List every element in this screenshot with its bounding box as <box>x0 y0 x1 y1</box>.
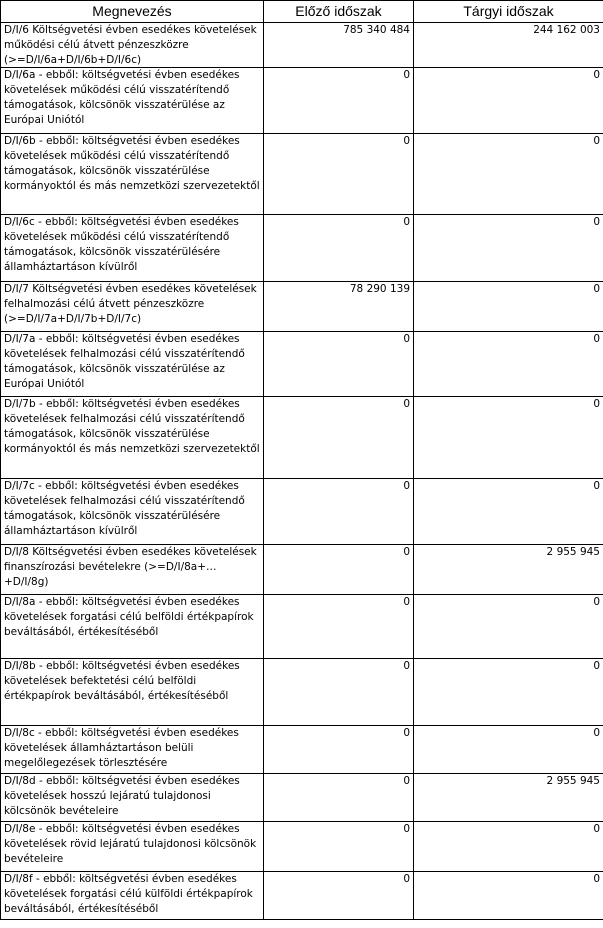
table-row <box>1 726 603 774</box>
row-previous-value: 0 <box>264 134 414 215</box>
table-row <box>1 595 603 659</box>
row-label: D/I/6 Költségvetési évben esedékes követelések működési célú átvett pénzeszközre (>=D/I/6a+D/I/6b+D/I/6c) <box>1 23 264 68</box>
row-current-value: 0 <box>414 215 603 282</box>
row-current-value: 2 955 945 <box>414 545 603 595</box>
row-label: D/I/8 Költségvetési évben esedékes követelések finanszírozási bevételekre (>=D/I/8a+…+D/I/8g) <box>1 545 264 595</box>
table-row <box>1 545 603 595</box>
row-current-value: 0 <box>414 822 603 872</box>
row-label: D/I/7a - ebből: költségvetési évben esedékes követelések felhalmozási célú visszatérítendő támogatások, kölcsönök visszatérülése az Európai Uniótól <box>1 332 264 397</box>
table-row <box>1 215 603 282</box>
table-row <box>1 332 603 397</box>
row-previous-value: 78 290 139 <box>264 282 414 332</box>
row-current-value: 0 <box>414 726 603 774</box>
row-previous-value: 0 <box>264 479 414 545</box>
row-current-value: 0 <box>414 332 603 397</box>
row-current-value: 0 <box>414 595 603 659</box>
row-previous-value: 0 <box>264 595 414 659</box>
row-previous-value: 0 <box>264 774 414 822</box>
row-current-value: 2 955 945 <box>414 774 603 822</box>
row-label: D/I/8e - ebből: költségvetési évben esedékes követelések rövid lejáratú tulajdonosi kölcsönök bevételeire <box>1 822 264 872</box>
row-current-value: 244 162 003 <box>414 23 603 68</box>
row-label: D/I/7c - ebből: költségvetési évben esedékes követelések felhalmozási célú visszatérítendő támogatások, kölcsönök visszatérülésére államháztartáson kívülről <box>1 479 264 545</box>
row-previous-value: 0 <box>264 726 414 774</box>
row-label: D/I/8c - ebből: költségvetési évben esedékes követelések államháztartáson belüli megelőlegezések törlesztésére <box>1 726 264 774</box>
col-header-previous: Előző időszak <box>264 1 414 23</box>
table-row <box>1 134 603 215</box>
row-previous-value: 0 <box>264 215 414 282</box>
table-row <box>1 68 603 134</box>
table-row <box>1 659 603 726</box>
row-label: D/I/8b - ebből: költségvetési évben esedékes követelések befektetési célú belföldi értékpapírok beváltásából, értékesítéséből <box>1 659 264 726</box>
col-header-current: Tárgyi időszak <box>414 1 603 23</box>
row-previous-value: 0 <box>264 397 414 479</box>
row-previous-value: 0 <box>264 68 414 134</box>
row-previous-value: 0 <box>264 659 414 726</box>
row-previous-value: 0 <box>264 822 414 872</box>
row-current-value: 0 <box>414 659 603 726</box>
row-current-value: 0 <box>414 872 603 920</box>
row-label: D/I/6a - ebből: költségvetési évben esedékes követelések működési célú visszatérítendő támogatások, kölcsönök visszatérülése az Európai Uniótól <box>1 68 264 134</box>
row-previous-value: 0 <box>264 332 414 397</box>
row-current-value: 0 <box>414 479 603 545</box>
row-label: D/I/8a - ebből: költségvetési évben esedékes követelések forgatási célú belföldi értékpapírok beváltásából, értékesítéséből <box>1 595 264 659</box>
row-current-value: 0 <box>414 134 603 215</box>
row-current-value: 0 <box>414 397 603 479</box>
row-previous-value: 0 <box>264 545 414 595</box>
table-row <box>1 282 603 332</box>
row-current-value: 0 <box>414 68 603 134</box>
table-row <box>1 822 603 872</box>
header-row <box>1 1 603 23</box>
table-row <box>1 479 603 545</box>
table-row <box>1 774 603 822</box>
row-previous-value: 0 <box>264 872 414 920</box>
row-label: D/I/6c - ebből: költségvetési évben esedékes követelések működési célú visszatérítendő támogatások, kölcsönök visszatérülésére államháztartáson kívülről <box>1 215 264 282</box>
row-label: D/I/7b - ebből: költségvetési évben esedékes követelések felhalmozási célú visszatérítendő támogatások, kölcsönök visszatérülése kormányoktól és más nemzetközi szervezetektől <box>1 397 264 479</box>
row-label: D/I/6b - ebből: költségvetési évben esedékes követelések működési célú visszatérítendő támogatások, kölcsönök visszatérülése kormányoktól és más nemzetközi szervezetektől <box>1 134 264 215</box>
row-label: D/I/8f - ebből: költségvetési évben esedékes követelések forgatási célú külföldi értékpapírok beváltásából, értékesítéséből <box>1 872 264 920</box>
table-row <box>1 872 603 920</box>
row-label: D/I/7 Költségvetési évben esedékes követelések felhalmozási célú átvett pénzeszközre (>=D/I/7a+D/I/7b+D/I/7c) <box>1 282 264 332</box>
table-row <box>1 23 603 68</box>
row-previous-value: 785 340 484 <box>264 23 414 68</box>
row-current-value: 0 <box>414 282 603 332</box>
table-row <box>1 397 603 479</box>
row-label: D/I/8d - ebből: költségvetési évben esedékes követelések hosszú lejáratú tulajdonosi kölcsönök bevételeire <box>1 774 264 822</box>
col-header-name: Megnevezés <box>1 1 264 23</box>
